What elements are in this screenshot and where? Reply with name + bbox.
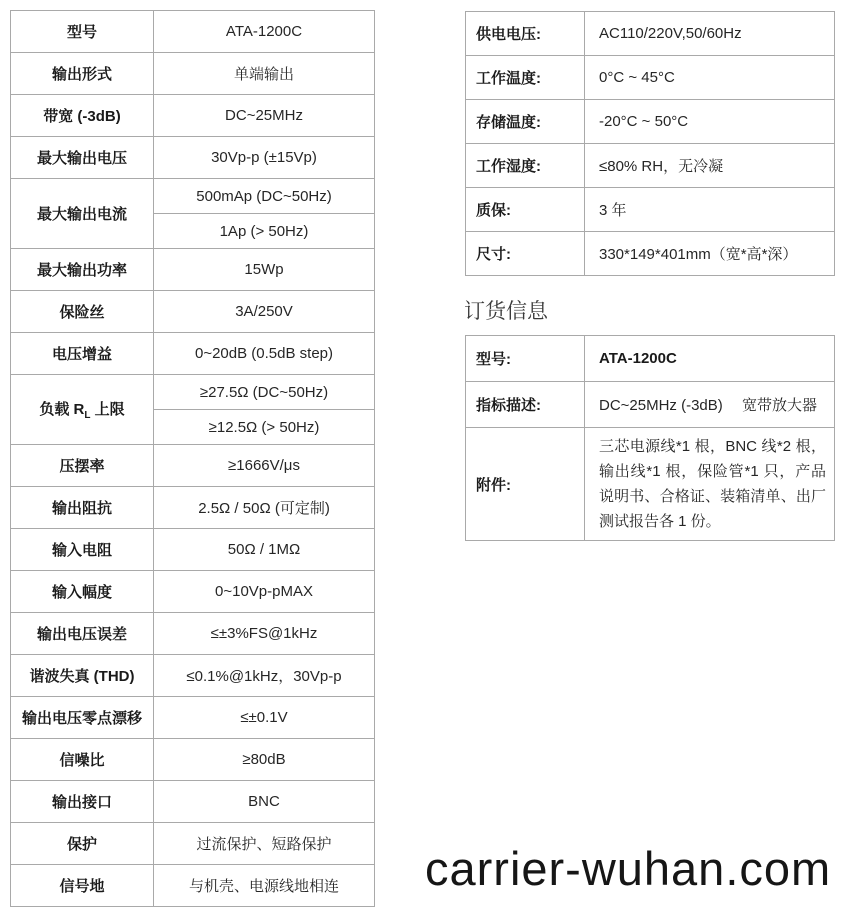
table-row bbox=[11, 333, 375, 375]
spec-value: 0~20dB (0.5dB step) bbox=[154, 333, 375, 375]
spec-label: 输入电阻 bbox=[11, 529, 154, 571]
spec-label: 保护 bbox=[11, 823, 154, 865]
spec-value: 30Vp-p (±15Vp) bbox=[154, 137, 375, 179]
env-label: 供电电压: bbox=[466, 12, 585, 56]
table-row bbox=[11, 11, 375, 53]
label-part: 上限 bbox=[90, 401, 125, 418]
spec-label: 保险丝 bbox=[11, 291, 154, 333]
env-label: 工作湿度: bbox=[466, 144, 585, 188]
watermark-text: carrier-wuhan.com bbox=[425, 842, 832, 895]
table-row bbox=[11, 697, 375, 739]
table-row bbox=[11, 655, 375, 697]
env-value: 0°C ~ 45°C bbox=[585, 56, 835, 100]
order-label: 指标描述: bbox=[466, 382, 585, 428]
spec-label: 谐波失真 (THD) bbox=[11, 655, 154, 697]
env-label: 尺寸: bbox=[466, 232, 585, 276]
spec-value: ≥80dB bbox=[154, 739, 375, 781]
table-row bbox=[466, 336, 835, 382]
table-row bbox=[11, 781, 375, 823]
table-row bbox=[11, 571, 375, 613]
spec-value: 与机壳、电源线地相连 bbox=[154, 865, 375, 907]
table-row bbox=[466, 428, 835, 541]
spec-label bbox=[11, 375, 154, 445]
spec-label: 输出阻抗 bbox=[11, 487, 154, 529]
table-row bbox=[466, 56, 835, 100]
spec-value: ≤0.1%@1kHz，30Vp-p bbox=[154, 655, 375, 697]
env-value: 3 年 bbox=[585, 188, 835, 232]
table-row bbox=[11, 445, 375, 487]
table-row bbox=[11, 179, 375, 214]
table-row bbox=[11, 137, 375, 179]
table-row bbox=[11, 291, 375, 333]
spec-label: 输出形式 bbox=[11, 53, 154, 95]
table-row bbox=[11, 53, 375, 95]
spec-value: 3A/250V bbox=[154, 291, 375, 333]
environment-table bbox=[465, 11, 835, 276]
spec-value: 500mAp (DC~50Hz) bbox=[154, 179, 375, 214]
spec-label: 最大输出电压 bbox=[11, 137, 154, 179]
label-part: 负载 R bbox=[39, 401, 85, 418]
spec-label: 输出接口 bbox=[11, 781, 154, 823]
env-label: 质保: bbox=[466, 188, 585, 232]
order-label: 型号: bbox=[466, 336, 585, 382]
spec-value: BNC bbox=[154, 781, 375, 823]
spec-label: 信噪比 bbox=[11, 739, 154, 781]
spec-label: 压摆率 bbox=[11, 445, 154, 487]
spec-label: 输出电压零点漂移 bbox=[11, 697, 154, 739]
spec-value: 过流保护、短路保护 bbox=[154, 823, 375, 865]
table-row bbox=[11, 95, 375, 137]
table-row bbox=[11, 739, 375, 781]
spec-value: ≤±3%FS@1kHz bbox=[154, 613, 375, 655]
spec-value: ≥12.5Ω (> 50Hz) bbox=[154, 410, 375, 445]
spec-label: 输入幅度 bbox=[11, 571, 154, 613]
env-label: 存储温度: bbox=[466, 100, 585, 144]
spec-value: 2.5Ω / 50Ω (可定制) bbox=[154, 487, 375, 529]
table-row bbox=[466, 100, 835, 144]
spec-label: 最大输出电流 bbox=[11, 179, 154, 249]
table-row bbox=[466, 12, 835, 56]
label-subscript: L bbox=[84, 410, 91, 421]
spec-value: 1Ap (> 50Hz) bbox=[154, 214, 375, 249]
spec-label: 输出电压误差 bbox=[11, 613, 154, 655]
env-value: AC110/220V,50/60Hz bbox=[585, 12, 835, 56]
env-value: -20°C ~ 50°C bbox=[585, 100, 835, 144]
order-value: ATA-1200C bbox=[585, 336, 835, 382]
spec-label: 带宽 (-3dB) bbox=[11, 95, 154, 137]
env-value: 330*149*401mm（宽*高*深） bbox=[585, 232, 835, 276]
spec-value: 15Wp bbox=[154, 249, 375, 291]
order-value: 三芯电源线*1 根，BNC 线*2 根，输出线*1 根，保险管*1 只，产品说明书、合格证、装箱清单、出厂测试报告各 1 份。 bbox=[585, 428, 835, 541]
spec-value: ATA-1200C bbox=[154, 11, 375, 53]
table-row bbox=[466, 232, 835, 276]
ordering-table bbox=[465, 335, 835, 541]
spec-table bbox=[10, 10, 375, 907]
spec-value: 50Ω / 1MΩ bbox=[154, 529, 375, 571]
spec-label: 型号 bbox=[11, 11, 154, 53]
table-row bbox=[466, 382, 835, 428]
env-value: ≤80% RH，无冷凝 bbox=[585, 144, 835, 188]
spec-value: DC~25MHz bbox=[154, 95, 375, 137]
ordering-info-heading: 订货信息 bbox=[464, 300, 548, 323]
spec-label: 信号地 bbox=[11, 865, 154, 907]
spec-label: 电压增益 bbox=[11, 333, 154, 375]
table-row bbox=[11, 249, 375, 291]
spec-value: ≥27.5Ω (DC~50Hz) bbox=[154, 375, 375, 410]
spec-value: 0~10Vp-pMAX bbox=[154, 571, 375, 613]
table-row bbox=[466, 188, 835, 232]
spec-label: 最大输出功率 bbox=[11, 249, 154, 291]
spec-value: 单端输出 bbox=[154, 53, 375, 95]
table-row bbox=[11, 823, 375, 865]
env-label: 工作温度: bbox=[466, 56, 585, 100]
table-row bbox=[11, 865, 375, 907]
table-row bbox=[466, 144, 835, 188]
spec-value: ≤±0.1V bbox=[154, 697, 375, 739]
order-label: 附件: bbox=[466, 428, 585, 541]
table-row bbox=[11, 613, 375, 655]
table-row bbox=[11, 487, 375, 529]
spec-value: ≥1666V/μs bbox=[154, 445, 375, 487]
table-row bbox=[11, 375, 375, 410]
table-row bbox=[11, 529, 375, 571]
order-value: DC~25MHz (-3dB) 宽带放大器 bbox=[585, 382, 835, 428]
